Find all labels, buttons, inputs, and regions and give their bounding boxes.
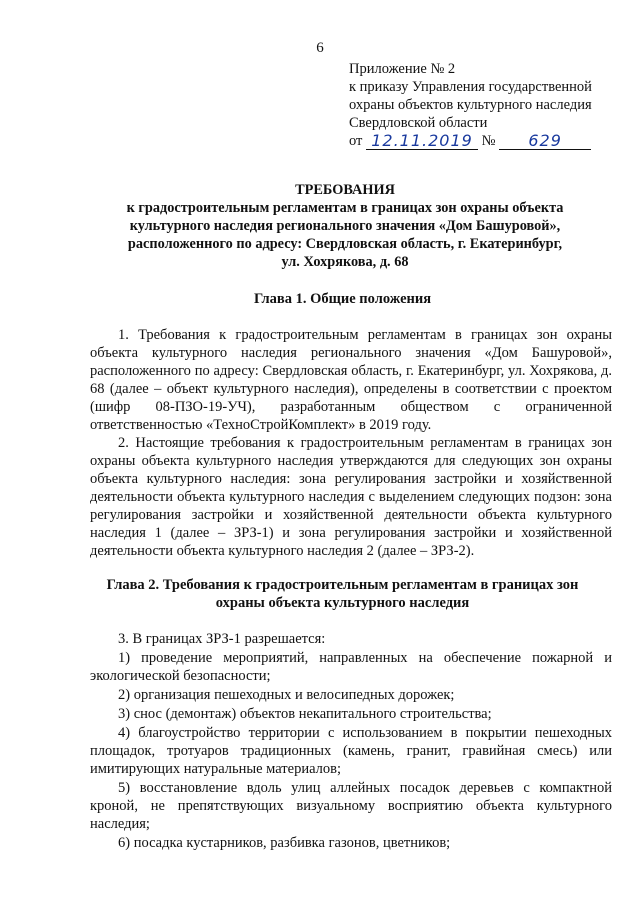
list-item: 5) восстановление вдоль улиц аллейных посадок деревьев с компактной кроной, не препятствующих визуальному восприятию объекта культурного наследия; [90, 780, 612, 832]
list-item: 3) снос (демонтаж) объектов некапитального строительства; [118, 706, 492, 722]
date-field [366, 132, 478, 150]
appendix-line-4: Свердловской области [349, 115, 488, 131]
document-title [80, 181, 610, 271]
page-number: 6 [316, 40, 324, 56]
list-item: 1) проведение мероприятий, направленных на обеспечение пожарной и экологической безопасности; [90, 650, 612, 684]
appendix-block [349, 60, 634, 150]
title-heading: ТРЕБОВАНИЯ [295, 182, 395, 198]
list-item: 2) организация пешеходных и велосипедных дорожек; [118, 687, 455, 703]
title-line-1: к градостроительным регламентам в границах зон охраны объекта [126, 200, 564, 216]
chapter-1-title: Глава 1. Общие положения [253, 291, 432, 307]
appendix-line-3: охраны объектов культурного наследия [349, 97, 592, 113]
chapter-2-title-line-2: охраны объекта культурного наследия [215, 595, 470, 611]
appendix-line-2: к приказу Управления государственной [349, 79, 592, 95]
number-field [499, 132, 591, 150]
chapter-1-body [90, 326, 612, 560]
title-line-4: ул. Хохрякова, д. 68 [281, 254, 409, 270]
list-item: 4) благоустройство территории с использованием в покрытии пешеходных площадок, тротуаров традиционных (камень, гранит, гравийная смесь) или имитирующих натуральные материалов; [90, 725, 612, 777]
handwritten-number: 629 [528, 131, 562, 150]
date-prefix: от [349, 133, 363, 149]
chapter-2-title-line-1: Глава 2. Требования к градостроительным регламентам в границах зон [106, 577, 579, 593]
title-line-3: расположенного по адресу: Свердловская область, г. Екатеринбург, [127, 236, 563, 252]
appendix-date-line [349, 132, 634, 150]
chapter-2-body [90, 630, 612, 853]
appendix-line-1: Приложение № 2 [349, 61, 456, 77]
paragraph-1: 1. Требования к градостроительным регламентам в границах зон охраны объекта культурного наследия регионального значения «Дом Башуровой», расположенного по адресу: Свердловская область, г. Екатеринбург, ул. Хохрякова, д. 68 (далее – объект культурного наследия), определены в соответствии с проектом (шифр 08-ПЗО-19-УЧ), разработанным обществом с ограниченной ответственностью «ТехноСтройКомплект» в 2019 году. [90, 327, 612, 433]
paragraph-3-intro: 3. В границах ЗРЗ-1 разрешается: [118, 631, 326, 647]
title-line-2: культурного наследия регионального значения «Дом Башуровой», [129, 218, 561, 234]
handwritten-date: 12.11.2019 [371, 131, 473, 150]
paragraph-2: 2. Настоящие требования к градостроительным регламентам в границах зон охраны объекта культурного наследия утверждаются для следующих зон охраны объекта культурного наследия: зона регулирования застройки и хозяйственной деятельности объекта культурного наследия с выделением следующих подзон: зона регулирования застройки и хозяйственной деятельности объекта культурного наследия 1 (далее – ЗРЗ-1) и зона регулирования застройки и хозяйственной деятельности объекта культурного наследия 2 (далее – ЗРЗ-2). [90, 435, 612, 559]
chapter-2-title [70, 576, 615, 612]
number-prefix: № [481, 133, 496, 149]
list-item: 6) посадка кустарников, разбивка газонов, цветников; [118, 835, 451, 851]
